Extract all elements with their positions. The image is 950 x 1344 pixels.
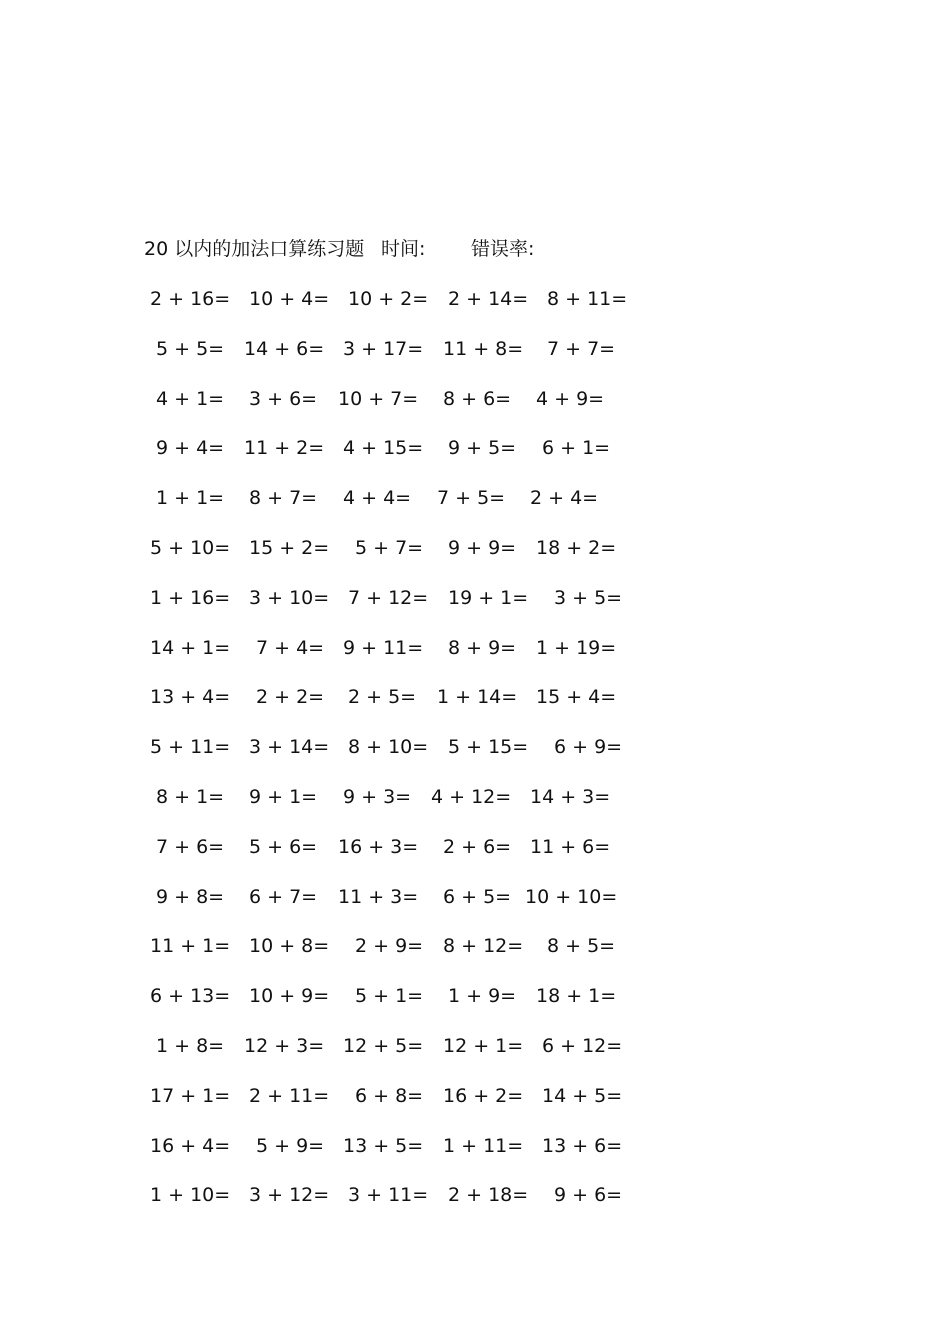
problem-item: 4 + 4=: [343, 487, 412, 510]
problem-item: 13 + 4=: [150, 686, 231, 709]
problem-item: 11 + 3=: [338, 885, 419, 908]
problem-item: 5 + 9=: [256, 1134, 325, 1157]
problem-item: 7 + 5=: [437, 487, 506, 510]
problem-item: 10 + 8=: [249, 935, 330, 958]
problem-item: 12 + 1=: [443, 1035, 524, 1057]
problem-item: 3 + 11=: [348, 1184, 429, 1207]
problem-item: 3 + 12=: [249, 1184, 330, 1207]
problem-item: 16 + 3=: [338, 835, 419, 858]
problem-item: 5 + 5=: [156, 337, 225, 360]
problem-item: 9 + 3=: [343, 786, 412, 808]
problem-item: 12 + 5=: [343, 1035, 424, 1057]
problem-item: 13 + 6=: [542, 1134, 623, 1157]
problem-item: 5 + 15=: [448, 736, 529, 759]
problem-item: 9 + 6=: [554, 1184, 623, 1207]
problem-item: 17 + 1=: [150, 1084, 231, 1107]
problem-item: 14 + 6=: [244, 337, 325, 360]
problem-item: 5 + 10=: [150, 537, 231, 559]
problem-item: 3 + 6=: [249, 387, 318, 410]
problem-item: 2 + 11=: [249, 1084, 330, 1107]
problem-item: 1 + 8=: [156, 1035, 225, 1057]
problem-item: 10 + 9=: [249, 985, 330, 1008]
problem-item: 11 + 8=: [443, 337, 524, 360]
problem-item: 1 + 16=: [150, 586, 231, 609]
problem-item: 2 + 6=: [443, 835, 512, 858]
problem-item: 5 + 11=: [150, 736, 231, 759]
problem-item: 5 + 6=: [249, 835, 318, 858]
problem-item: 5 + 7=: [355, 537, 424, 559]
problem-item: 6 + 9=: [554, 736, 623, 759]
problem-item: 9 + 9=: [448, 537, 517, 559]
problem-item: 18 + 1=: [536, 985, 617, 1008]
problem-item: 8 + 7=: [249, 487, 318, 510]
problem-item: 19 + 1=: [448, 586, 529, 609]
problem-item: 14 + 5=: [542, 1084, 623, 1107]
problem-item: 7 + 6=: [156, 835, 225, 858]
problem-item: 14 + 1=: [150, 636, 231, 659]
problem-item: 18 + 2=: [536, 537, 617, 559]
problem-item: 8 + 1=: [156, 786, 225, 808]
error-rate-label: 错误率:: [471, 238, 535, 260]
problem-item: 6 + 1=: [542, 437, 611, 460]
problem-item: 10 + 10=: [525, 885, 618, 908]
problem-item: 9 + 8=: [156, 885, 225, 908]
problem-item: 15 + 4=: [536, 686, 617, 709]
problem-item: 8 + 9=: [448, 636, 517, 659]
problem-item: 10 + 4=: [249, 288, 330, 310]
problem-item: 3 + 10=: [249, 586, 330, 609]
problem-item: 2 + 18=: [448, 1184, 529, 1207]
problem-item: 1 + 1=: [156, 487, 225, 510]
problem-item: 9 + 5=: [448, 437, 517, 460]
problem-item: 10 + 2=: [348, 288, 429, 310]
problem-item: 3 + 17=: [343, 337, 424, 360]
problem-item: 1 + 19=: [536, 636, 617, 659]
problem-item: 6 + 7=: [249, 885, 318, 908]
problem-item: 14 + 3=: [530, 786, 611, 808]
problem-item: 8 + 11=: [547, 288, 628, 310]
problem-item: 1 + 11=: [443, 1134, 524, 1157]
problem-item: 7 + 7=: [547, 337, 616, 360]
problem-item: 4 + 1=: [156, 387, 225, 410]
problem-item: 6 + 12=: [542, 1035, 623, 1057]
problem-item: 4 + 9=: [536, 387, 605, 410]
problem-item: 1 + 10=: [150, 1184, 231, 1207]
problem-item: 12 + 3=: [244, 1035, 325, 1057]
problem-item: 1 + 14=: [437, 686, 518, 709]
problem-item: 3 + 14=: [249, 736, 330, 759]
problem-item: 5 + 1=: [355, 985, 424, 1008]
problem-item: 2 + 16=: [150, 288, 231, 310]
problem-item: 7 + 12=: [348, 586, 429, 609]
problem-item: 9 + 1=: [249, 786, 318, 808]
problem-item: 7 + 4=: [256, 636, 325, 659]
problem-item: 8 + 12=: [443, 935, 524, 958]
problem-item: 6 + 13=: [150, 985, 231, 1008]
problem-item: 6 + 5=: [443, 885, 512, 908]
problem-item: 2 + 9=: [355, 935, 424, 958]
time-label: 时间:: [381, 238, 426, 260]
problem-item: 6 + 8=: [355, 1084, 424, 1107]
problem-item: 4 + 12=: [431, 786, 512, 808]
problem-item: 16 + 4=: [150, 1134, 231, 1157]
problem-item: 2 + 5=: [348, 686, 417, 709]
problem-item: 15 + 2=: [249, 537, 330, 559]
problem-item: 11 + 1=: [150, 935, 231, 958]
problem-item: 16 + 2=: [443, 1084, 524, 1107]
problem-item: 13 + 5=: [343, 1134, 424, 1157]
problem-item: 8 + 5=: [547, 935, 616, 958]
problem-item: 9 + 11=: [343, 636, 424, 659]
problem-item: 9 + 4=: [156, 437, 225, 460]
problem-item: 8 + 10=: [348, 736, 429, 759]
problem-item: 8 + 6=: [443, 387, 512, 410]
problem-item: 2 + 14=: [448, 288, 529, 310]
problem-item: 2 + 2=: [256, 686, 325, 709]
problem-item: 11 + 2=: [244, 437, 325, 460]
problem-item: 4 + 15=: [343, 437, 424, 460]
problem-item: 1 + 9=: [448, 985, 517, 1008]
problem-item: 3 + 5=: [554, 586, 623, 609]
problem-item: 10 + 7=: [338, 387, 419, 410]
problem-item: 2 + 4=: [530, 487, 599, 510]
problem-item: 11 + 6=: [530, 835, 611, 858]
worksheet-title: 20 以内的加法口算练习题: [144, 238, 365, 260]
